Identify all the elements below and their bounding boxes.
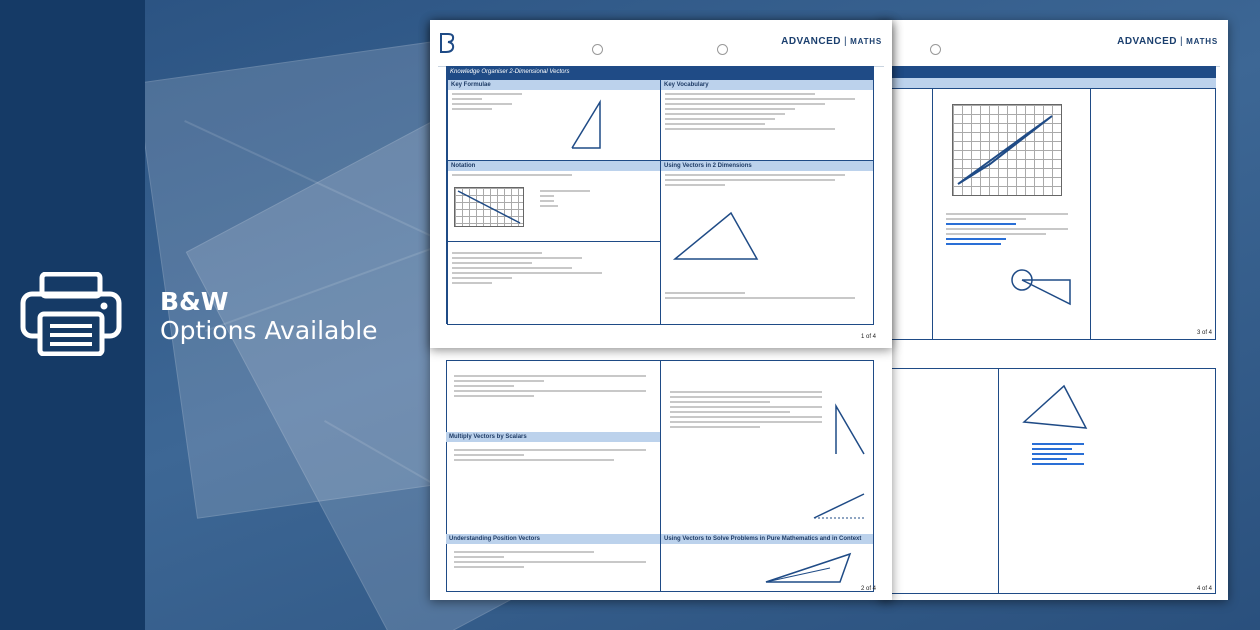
section-header: Notation <box>448 161 660 171</box>
section-header: Key Vocabulary <box>661 80 873 90</box>
key-formulae-cell <box>447 79 661 161</box>
punch-hole <box>930 44 941 55</box>
worksheet-page-right <box>880 20 1228 600</box>
page-number: 3 of 4 <box>1196 330 1212 336</box>
brand-b-icon <box>438 32 456 54</box>
section-header: Key Formulae <box>448 80 660 90</box>
brand-logo: ADVANCED | MATHS <box>1117 36 1218 47</box>
page-number: 4 of 4 <box>1196 586 1212 592</box>
organiser-title: Knowledge Organiser 2-Dimensional Vectors <box>446 66 874 78</box>
triangle-diagram <box>952 104 1062 196</box>
section-header: Using Vectors in 2 Dimensions <box>661 161 873 171</box>
section-header: Multiply Vectors by Scalars <box>446 432 660 442</box>
knowledge-organiser <box>446 78 874 324</box>
section-header: Using Vectors to Solve Problems in Pure Mathematics and in Context <box>661 534 873 544</box>
punch-hole <box>717 44 728 55</box>
printer-icon <box>20 272 122 356</box>
page-number: 1 of 4 <box>860 334 876 340</box>
promo-text <box>160 288 378 346</box>
brand-logo: ADVANCED | MATHS <box>781 36 882 47</box>
key-vocab-cell <box>660 79 874 161</box>
page-number: 2 of 4 <box>860 586 876 592</box>
promo-title: B&W <box>160 287 229 316</box>
notation-cell <box>447 160 661 325</box>
promo-subtitle: Options Available <box>160 316 378 345</box>
worksheet-page-top <box>430 20 892 348</box>
punch-hole <box>592 44 603 55</box>
using-vectors-cell <box>660 160 874 325</box>
section-header: Understanding Position Vectors <box>446 534 660 544</box>
